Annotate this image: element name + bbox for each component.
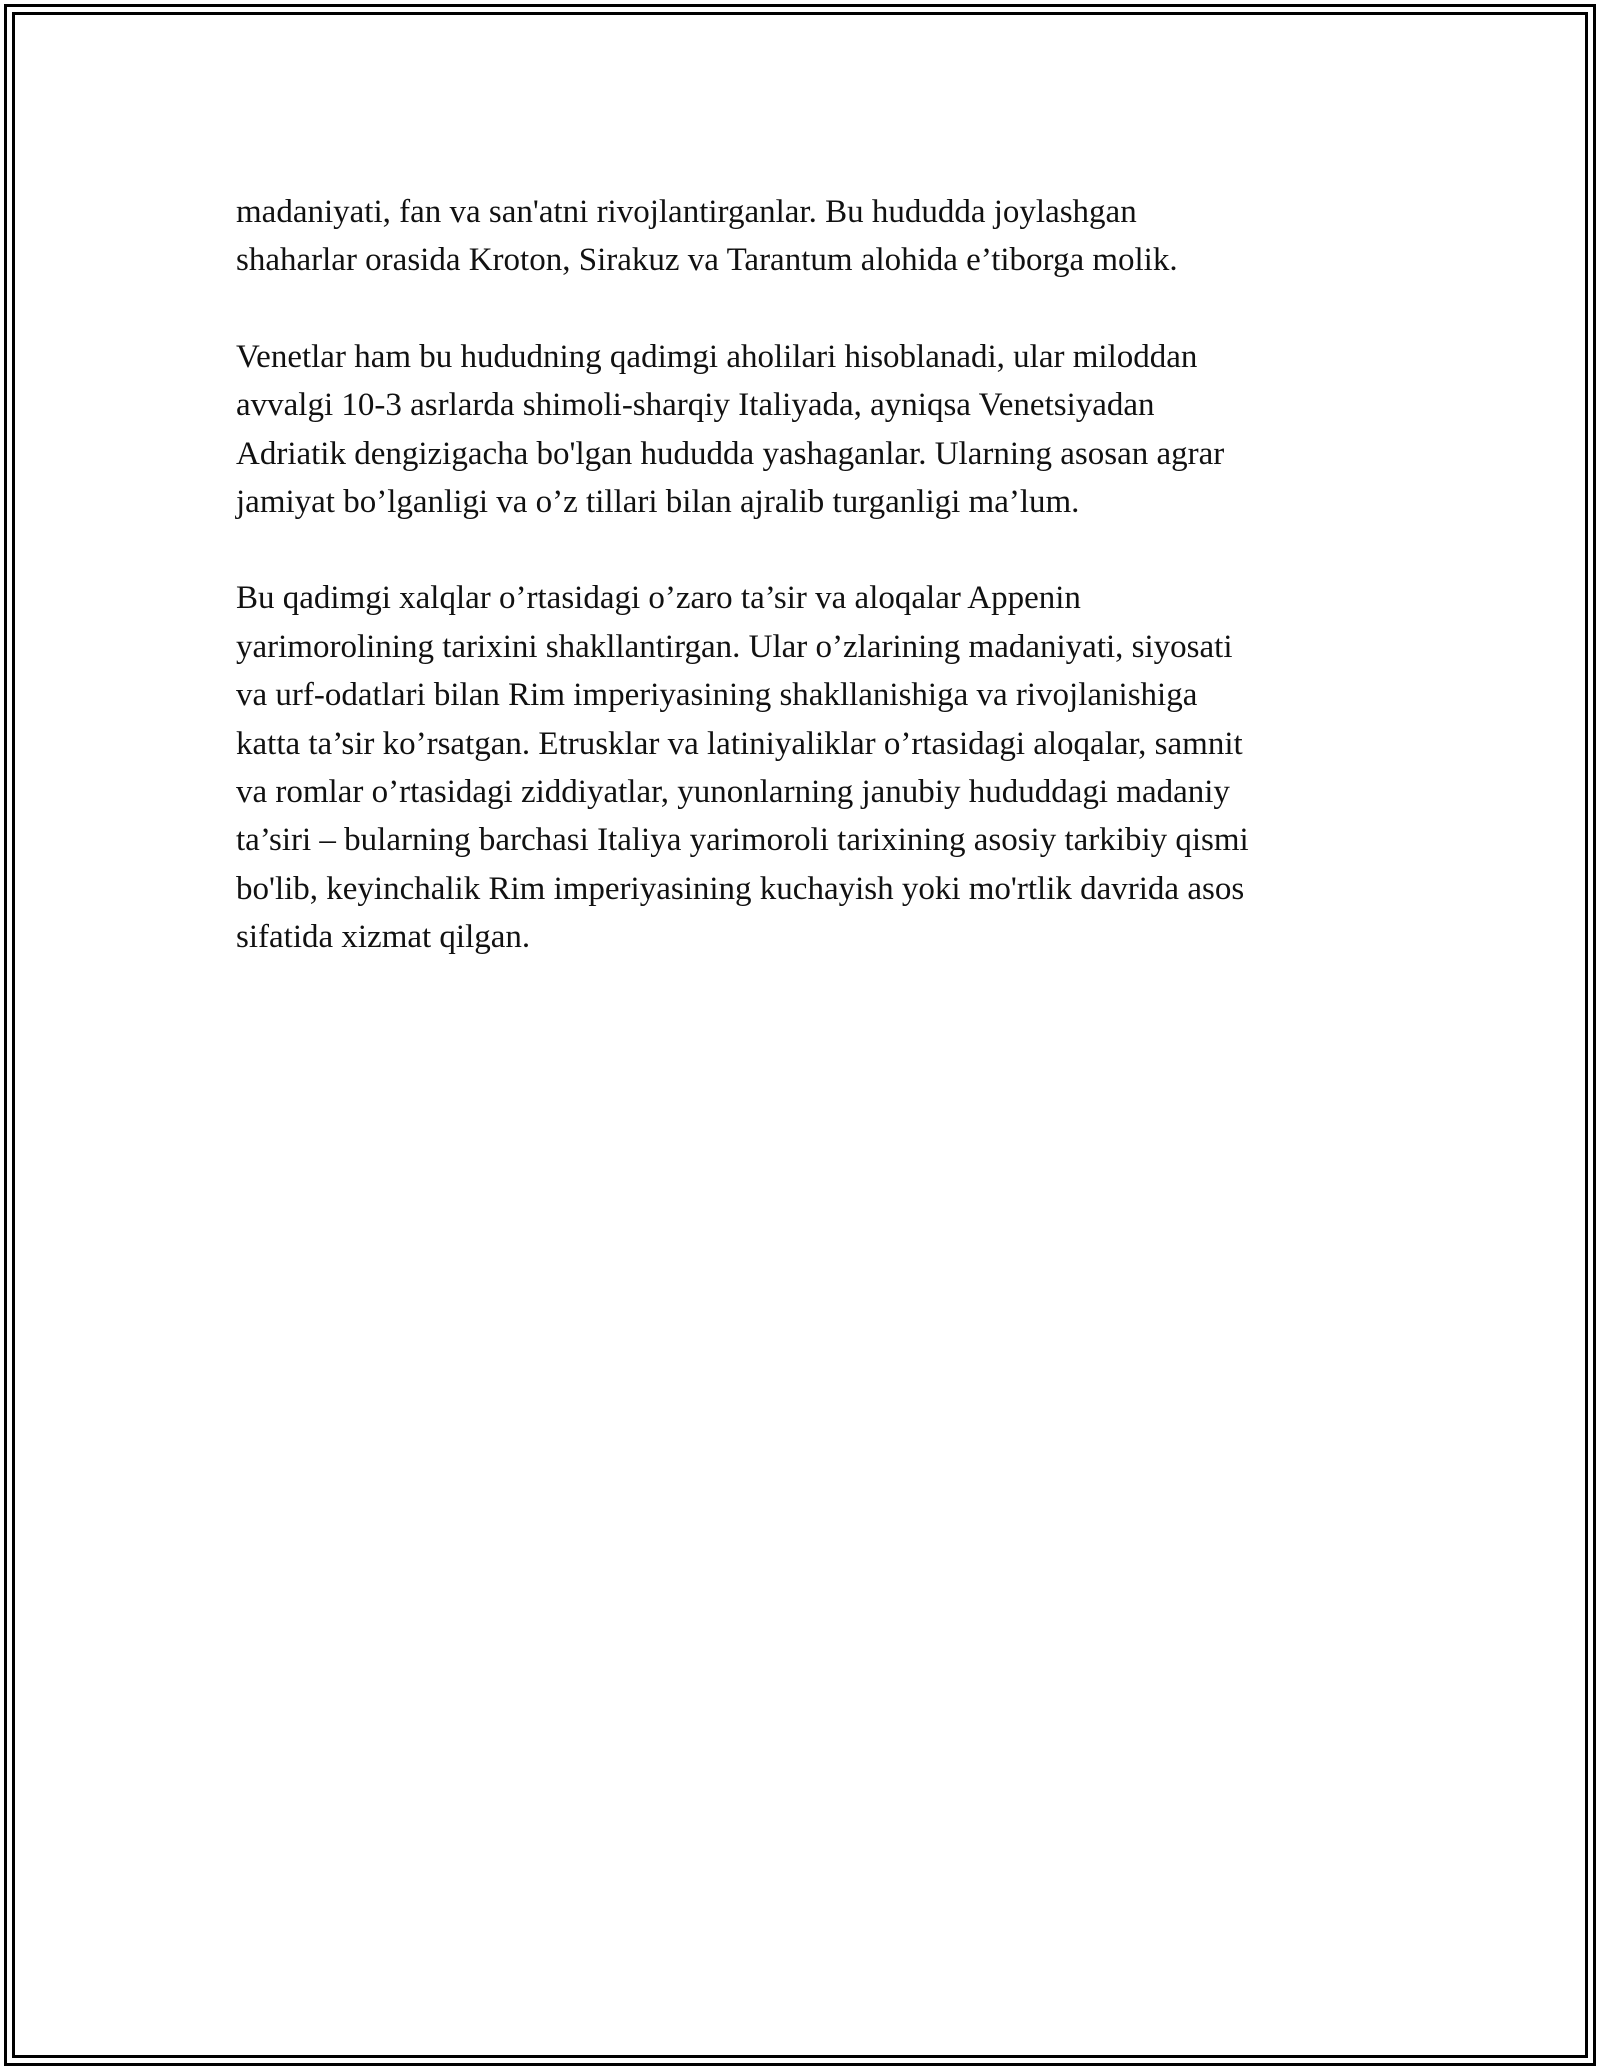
text-line: katta ta’sir ko’rsatgan. Etrusklar va latiniyaliklar o’rtasidagi aloqalar, samnit <box>236 725 1243 762</box>
text-line: sifatida xizmat qilgan. <box>236 919 531 956</box>
paragraph-2 <box>236 333 1376 527</box>
text-line: madaniyati, fan va san'atni rivojlantirganlar. Bu hududda joylashgan <box>236 194 1137 230</box>
text-line: Adriatik dengizigacha bo'lgan hududda yashaganlar. Ularning asosan agrar <box>236 435 1225 472</box>
text-line: Venetlar ham bu hududning qadimgi aholilari hisoblanadi, ular miloddan <box>236 338 1198 375</box>
paragraph-3 <box>236 574 1376 961</box>
text-line: avvalgi 10-3 asrlarda shimoli-sharqiy Italiyada, ayniqsa Venetsiyadan <box>236 387 1155 424</box>
text-line: ta’siri – bularning barchasi Italiya yarimoroli tarixining asosiy tarkibiy qismi <box>236 822 1249 859</box>
text-line: yarimorolining tarixini shakllantirgan. Ular o’zlarining madaniyati, siyosati <box>236 628 1233 665</box>
text-line: va romlar o’rtasidagi ziddiyatlar, yunonlarning janubiy hududdagi madaniy <box>236 774 1230 811</box>
paragraph-1 <box>236 188 1376 285</box>
text-line: Bu qadimgi xalqlar o’rtasidagi o’zaro ta’sir va aloqalar Appenin <box>236 580 1081 617</box>
text-line: va urf-odatlari bilan Rim imperiyasining shakllanishiga va rivojlanishiga <box>236 677 1198 714</box>
text-line: jamiyat bo’lganligi va o’z tillari bilan ajralib turganligi ma’lum. <box>236 484 1080 521</box>
text-line: shaharlar orasida Kroton, Sirakuz va Tarantum alohida e’tiborga molik. <box>236 242 1178 279</box>
document-body <box>236 188 1376 1010</box>
text-line: bo'lib, keyinchalik Rim imperiyasining kuchayish yoki mo'rtlik davrida asos <box>236 870 1245 907</box>
